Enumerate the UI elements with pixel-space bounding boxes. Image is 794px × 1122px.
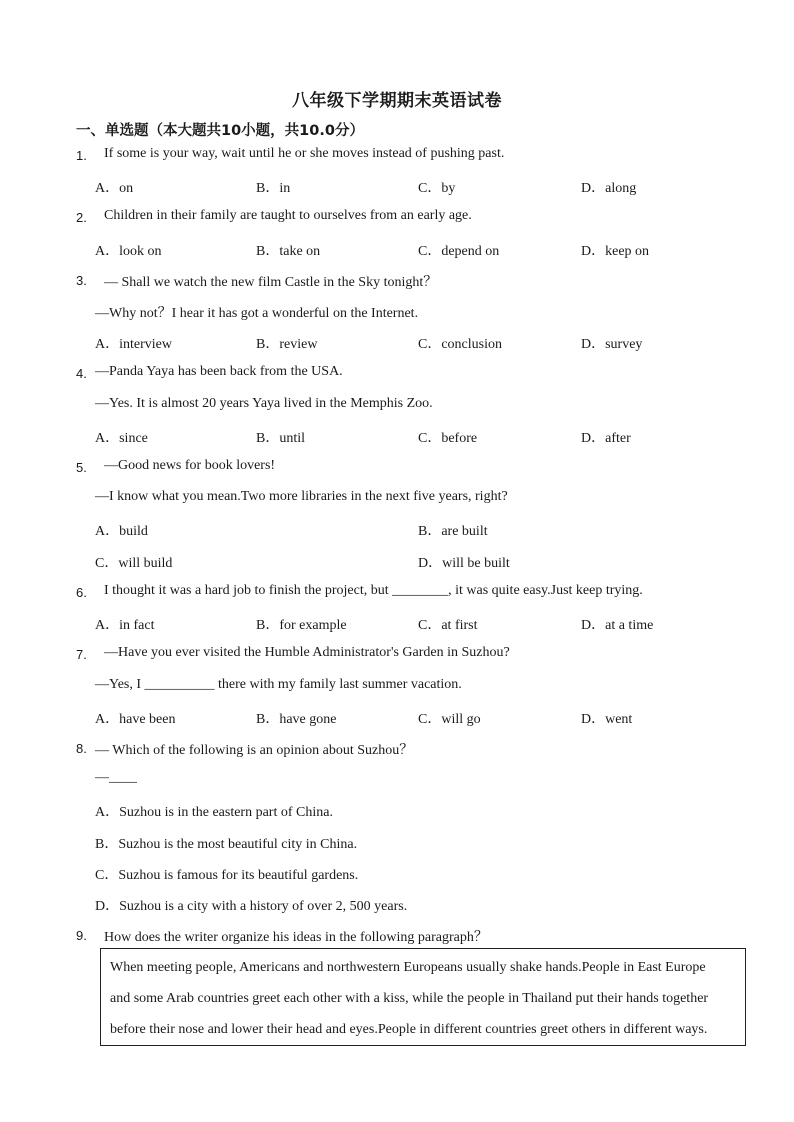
question-stem: If some is your way, wait until he or she moves instead of pushing past. xyxy=(104,146,505,161)
section-heading: 一、单选题（本大题共10小题，共10.0分） xyxy=(76,123,364,139)
passage-line: before their nose and lower their head and eyes.People in different countries greet others in different ways. xyxy=(110,1022,708,1037)
question-stem-line-2: —Why not？I hear it has got a wonderful on the Internet. xyxy=(95,306,419,321)
option-c[interactable]: C．before xyxy=(418,431,478,446)
option-c[interactable]: C．Suzhou is famous for its beautiful gardens. xyxy=(95,868,359,883)
answer-blank: —____ xyxy=(95,770,137,785)
option-c[interactable]: C．by xyxy=(418,181,456,196)
option-c[interactable]: C．at first xyxy=(418,618,478,633)
option-d[interactable]: D．keep on xyxy=(581,244,650,259)
option-a[interactable]: A．look on xyxy=(95,244,162,259)
option-a[interactable]: A．build xyxy=(95,524,148,539)
question-number: 3. xyxy=(76,273,87,288)
question-number: 7. xyxy=(76,647,87,662)
page-title: 八年级下学期期末英语试卷 xyxy=(292,91,502,111)
option-b[interactable]: B．have gone xyxy=(256,712,337,727)
option-b[interactable]: B．are built xyxy=(418,524,488,539)
question-stem: —Panda Yaya has been back from the USA. xyxy=(95,364,343,379)
passage-line: and some Arab countries greet each other with a kiss, while the people in Thailand put their hands together xyxy=(110,991,709,1006)
question-stem: How does the writer organize his ideas in the following paragraph？ xyxy=(104,930,488,945)
question-stem-line-2: —Yes. It is almost 20 years Yaya lived in the Memphis Zoo. xyxy=(95,396,433,411)
question-stem-line-2: —I know what you mean.Two more libraries in the next five years, right? xyxy=(95,489,508,504)
passage-box xyxy=(100,948,746,1046)
question-stem: — Shall we watch the new film Castle in the Sky tonight？ xyxy=(104,275,438,290)
question-number: 1. xyxy=(76,148,87,163)
question-number: 5. xyxy=(76,460,87,475)
option-c[interactable]: C．will build xyxy=(95,556,173,571)
passage-line: When meeting people, Americans and northwestern Europeans usually shake hands.People in East Europe xyxy=(110,960,706,975)
question-number: 4. xyxy=(76,366,87,381)
option-b[interactable]: B．until xyxy=(256,431,306,446)
option-a[interactable]: A．have been xyxy=(95,712,176,727)
question-stem-line-2: —Yes, I __________ there with my family last summer vacation. xyxy=(95,677,462,692)
question-stem: —Have you ever visited the Humble Administrator's Garden in Suzhou? xyxy=(104,645,510,660)
option-d[interactable]: D．survey xyxy=(581,337,643,352)
question-stem: Children in their family are taught to ourselves from an early age. xyxy=(104,208,472,223)
option-a[interactable]: A．Suzhou is in the eastern part of China. xyxy=(95,805,333,820)
option-c[interactable]: C．will go xyxy=(418,712,481,727)
question-stem: — Which of the following is an opinion about Suzhou？ xyxy=(95,743,414,758)
question-number: 8. xyxy=(76,741,87,756)
question-stem: —Good news for book lovers! xyxy=(104,458,276,473)
question-stem: I thought it was a hard job to finish the project, but ________, it was quite easy.Just keep trying. xyxy=(104,583,643,598)
option-d[interactable]: D．Suzhou is a city with a history of over 2, 500 years. xyxy=(95,899,408,914)
option-d[interactable]: D．will be built xyxy=(418,556,510,571)
option-b[interactable]: B．review xyxy=(256,337,318,352)
option-d[interactable]: D．went xyxy=(581,712,633,727)
option-d[interactable]: D．at a time xyxy=(581,618,654,633)
question-number: 2. xyxy=(76,210,87,225)
option-b[interactable]: B．Suzhou is the most beautiful city in China. xyxy=(95,837,358,852)
question-number: 6. xyxy=(76,585,87,600)
option-b[interactable]: B．take on xyxy=(256,244,321,259)
option-d[interactable]: D．after xyxy=(581,431,631,446)
option-d[interactable]: D．along xyxy=(581,181,637,196)
option-c[interactable]: C．depend on xyxy=(418,244,500,259)
option-b[interactable]: B．in xyxy=(256,181,291,196)
option-a[interactable]: A．on xyxy=(95,181,134,196)
option-a[interactable]: A．interview xyxy=(95,337,172,352)
option-c[interactable]: C．conclusion xyxy=(418,337,502,352)
option-a[interactable]: A．in fact xyxy=(95,618,155,633)
option-b[interactable]: B．for example xyxy=(256,618,347,633)
question-number: 9. xyxy=(76,928,87,943)
option-a[interactable]: A．since xyxy=(95,431,148,446)
